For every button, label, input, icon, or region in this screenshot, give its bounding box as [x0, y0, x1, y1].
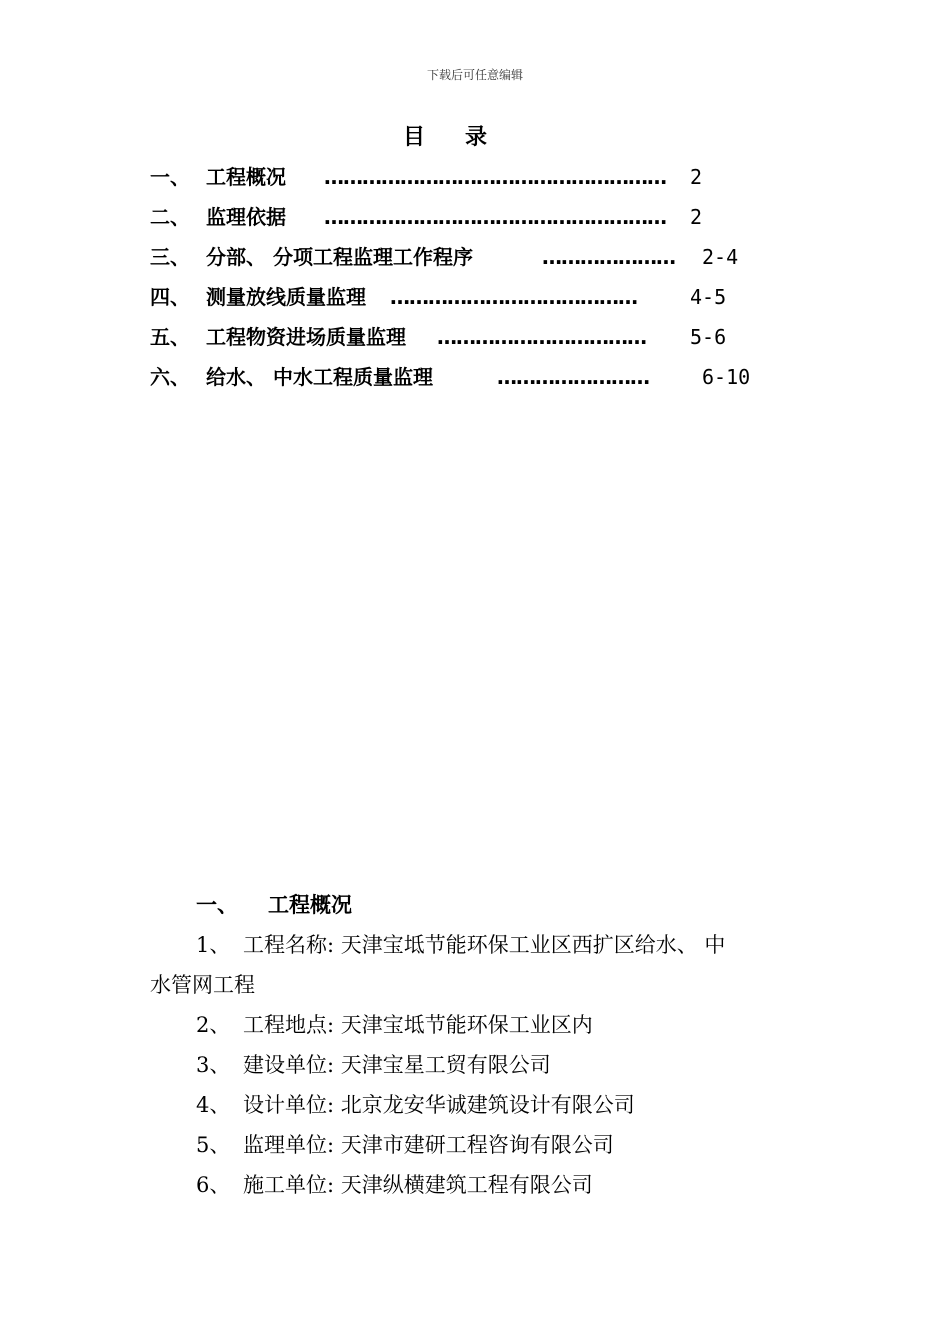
- toc-item-leader: ……………………………: [437, 325, 646, 349]
- list-item-number: 3、: [196, 1053, 231, 1077]
- toc-item: [0, 202, 950, 232]
- toc-item-leader: …………………: [542, 245, 675, 269]
- list-item-number: 4、: [196, 1093, 231, 1117]
- toc-item-title: 工程物资进场质量监理: [206, 325, 406, 349]
- list-item-number: 2、: [196, 1013, 231, 1037]
- list-item-number: 1、: [196, 933, 231, 957]
- toc-item-title: 分部、 分项工程监理工作程序: [206, 245, 473, 269]
- toc-item-page: 6-10: [702, 365, 751, 389]
- toc-item: [0, 162, 950, 192]
- toc-title-right: 录: [465, 125, 488, 150]
- toc-item-page: 2-4: [702, 245, 739, 269]
- toc-item-leader: ………………………………………………: [324, 165, 666, 189]
- header-note: 下载后可任意编辑: [426, 68, 523, 82]
- toc-item-page: 4-5: [690, 285, 727, 309]
- toc-title: [403, 120, 487, 151]
- toc-item-number: 五、: [150, 325, 190, 349]
- toc-item: [0, 362, 950, 392]
- toc-item-title: 给水、 中水工程质量监理: [206, 365, 433, 389]
- list-item-number: 5、: [196, 1133, 231, 1157]
- list-item-text: 工程名称: 天津宝坻节能环保工业区西扩区给水、 中: [243, 933, 726, 957]
- list-item-text: 监理单位: 天津市建研工程咨询有限公司: [243, 1133, 614, 1157]
- toc-item-title: 监理依据: [206, 205, 286, 229]
- list-item-continuation-text: 水管网工程: [150, 973, 255, 997]
- toc-title-left: 目: [403, 125, 426, 150]
- toc-item-title: 工程概况: [206, 165, 286, 189]
- section-heading: [196, 890, 352, 920]
- toc-item: [0, 282, 950, 312]
- list-item-text: 设计单位: 北京龙安华诚建筑设计有限公司: [243, 1093, 635, 1117]
- section-number: 一、: [196, 893, 238, 917]
- toc-item-number: 六、: [150, 365, 190, 389]
- toc-item-number: 三、: [150, 245, 190, 269]
- toc-item-number: 一、: [150, 165, 190, 189]
- toc-item-page: 5-6: [690, 325, 727, 349]
- toc-item-page: 2: [690, 205, 703, 229]
- list-item-text: 工程地点: 天津宝坻节能环保工业区内: [243, 1013, 593, 1037]
- list-item-number: 6、: [196, 1173, 231, 1197]
- toc-item-title: 测量放线质量监理: [206, 285, 366, 309]
- toc-item-number: 二、: [150, 205, 190, 229]
- list-item-text: 建设单位: 天津宝星工贸有限公司: [243, 1053, 551, 1077]
- toc-item: [0, 242, 950, 272]
- toc-item-leader: …………………………………: [390, 285, 637, 309]
- toc-item-leader: ……………………: [497, 365, 649, 389]
- section-title: 工程概况: [268, 893, 352, 917]
- list-item-text: 施工单位: 天津纵横建筑工程有限公司: [243, 1173, 593, 1197]
- toc-item-page: 2: [690, 165, 703, 189]
- toc-item-number: 四、: [150, 285, 190, 309]
- toc-item: [0, 322, 950, 352]
- toc-item-leader: ………………………………………………: [324, 205, 666, 229]
